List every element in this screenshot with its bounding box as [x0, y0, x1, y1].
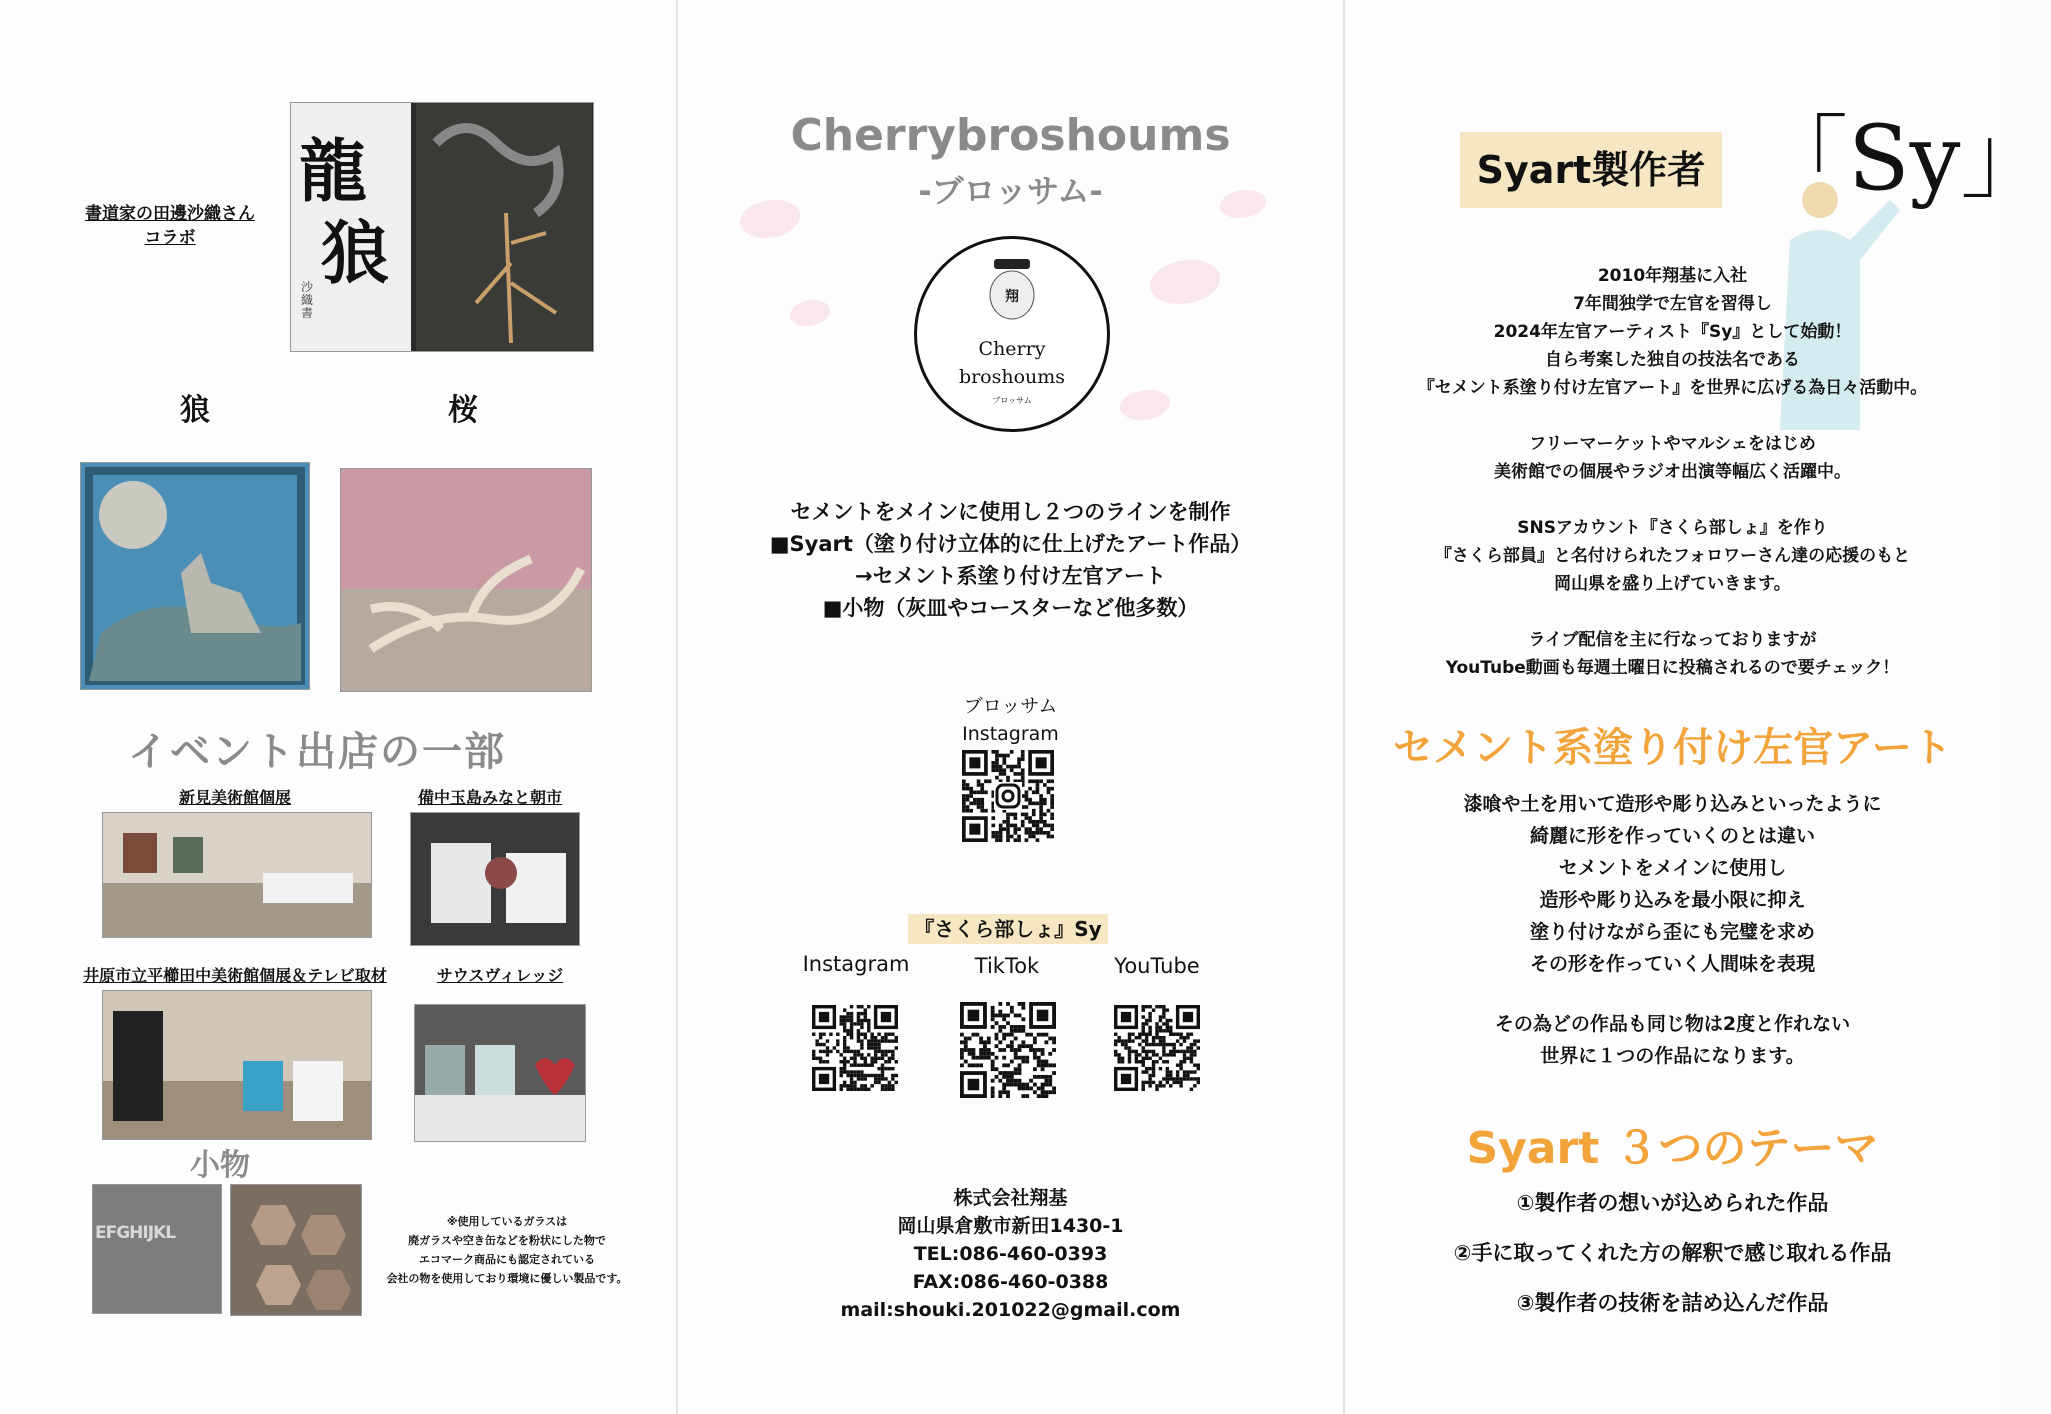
qr-label-youtube: YouTube [1114, 954, 1200, 978]
glass-note-line: エコマーク商品にも認定されている [419, 1253, 595, 1266]
bio-line: 『セメント系塗り付け左官アート』を世界に広げる為日々活動中。 [1417, 378, 1928, 398]
bio-line: 自ら考案した独自の技法名である [1545, 350, 1800, 370]
theme-item: ③製作者の技術を詰め込んだ作品 [1516, 1291, 1829, 1315]
event-photo-niimi [102, 812, 372, 938]
komono-heading: 小物 [190, 1148, 250, 1183]
desc-line: →セメント系塗り付け左官アート [855, 564, 1166, 588]
themes-list [1345, 1178, 2000, 1328]
logo-small: ブロッサム [992, 396, 1032, 405]
brand-title: Cherrybroshoums [790, 110, 1231, 161]
theme-item: ①製作者の想いが込められた作品 [1516, 1191, 1829, 1215]
glass-note [372, 1212, 642, 1288]
instagram-qr[interactable] [812, 1005, 898, 1091]
sakura-heading: 『さくら部しょ』Sy [908, 914, 1108, 944]
svg-text:翔: 翔 [1005, 289, 1019, 305]
art-desc-line: 世界に１つの作品になります。 [1540, 1045, 1805, 1067]
art-desc-line: 塗り付けながら歪にも完璧を求め [1529, 921, 1815, 943]
caption-wolf: 狼 [180, 393, 210, 428]
theme-item: ②手に取ってくれた方の解釈で感じ取れる作品 [1453, 1241, 1892, 1265]
themes-heading: Syart ３つのテーマ [1466, 1123, 1879, 1174]
bio-line: フリーマーケットやマルシェをはじめ [1529, 434, 1816, 454]
event-heading: イベント出店の一部 [128, 729, 506, 775]
art-desc-line: 造形や彫り込みを最小限に抑え [1539, 889, 1806, 911]
qr-label-instagram: Instagram [802, 952, 910, 976]
company-fax: FAX:086-460-0388 [912, 1271, 1109, 1293]
bio-line: YouTube動画も毎週土曜日に投稿されるので要チェック！ [1445, 658, 1900, 678]
center-description [678, 496, 1343, 624]
desc-line: ■Syart（塗り付け立体的に仕上げたアート作品） [769, 532, 1252, 556]
calligraphy-char-2: 狼 [321, 214, 390, 294]
bio-line: 美術館での個展やラジオ出演等幅広く活躍中。 [1494, 462, 1851, 482]
art-desc-line: 漆喰や土を用いて造形や彫り込みといったように [1463, 793, 1882, 815]
qr-label-tiktok: TikTok [974, 954, 1040, 978]
bio-line: 岡山県を盛り上げていきます。 [1554, 574, 1791, 594]
bio-line: 2024年左官アーティスト『Sy』として始動！ [1493, 322, 1852, 342]
art-desc-line: セメントをメインに使用し [1558, 857, 1787, 879]
bio-line: ライブ配信を主に行なっておりますが [1528, 630, 1817, 650]
event-label-niimi: 新見美術館個展 [178, 788, 291, 807]
sy-title: 「Sy」 [1758, 106, 2051, 211]
bio-line: SNSアカウント『さくら部しょ』を作り [1517, 518, 1828, 538]
event-label-ibara: 井原市立平櫛田中美術館個展＆テレビ取材 [83, 966, 387, 985]
brand-subtitle: -ブロッサム- [918, 172, 1103, 210]
qr-top-label-line-1: ブロッサム [963, 695, 1058, 717]
tiktok-qr[interactable] [960, 1002, 1056, 1098]
wolf-artwork-photo [80, 462, 310, 690]
youtube-qr[interactable] [1114, 1005, 1200, 1091]
logo-line-2: broshoums [958, 366, 1066, 388]
art-desc-line: その形を作っていく人間味を表現 [1529, 953, 1815, 975]
company-address: 岡山県倉敷市新田1430-1 [897, 1215, 1124, 1237]
art-description [1345, 788, 2000, 980]
desc-line: ■小物（灰皿やコースターなど他多数） [822, 596, 1199, 620]
bio-line: 7年間独学で左官を習得し [1573, 294, 1772, 314]
bio-line: 『さくら部員』と名付けられたフォロワーさん達の応援のもと [1434, 546, 1911, 566]
art-desc-line: その為どの作品も同じ物は2度と作れない [1494, 1013, 1851, 1035]
logo-line-1: Cherry [978, 338, 1046, 360]
coasters-komono-photo [230, 1184, 362, 1316]
bio-block-1 [1345, 262, 2000, 402]
event-photo-tamashima [410, 812, 580, 946]
calligraphy-collab-photo [290, 102, 594, 352]
calligraphy-signature: 沙織書 [301, 280, 314, 320]
glass-note-line: 会社の物を使用しており環境に優しい製品です。 [386, 1272, 628, 1285]
desc-line: セメントをメインに使用し２つのラインを制作 [790, 500, 1231, 524]
maker-label: Syart製作者 [1460, 132, 1722, 208]
event-label-south-village: サウスヴィレッジ [436, 966, 564, 985]
event-photo-ibara [102, 990, 372, 1140]
art-heading: セメント系塗り付け左官アート [1393, 725, 1952, 771]
company-mail[interactable]: mail:shouki.201022@gmail.com [840, 1299, 1181, 1321]
company-name: 株式会社翔基 [953, 1187, 1068, 1209]
art-description-2 [1345, 1008, 2000, 1072]
qr-top-label [678, 692, 1343, 748]
company-info [678, 1184, 1343, 1324]
company-tel: TEL:086-460-0393 [913, 1243, 1108, 1265]
dragon-sculpture [416, 103, 592, 351]
bio-block-2 [1345, 430, 2000, 486]
qr-top-label-line-2: Instagram [962, 723, 1059, 745]
caption-sakura: 桜 [448, 393, 478, 428]
bio-block-4 [1345, 626, 2000, 682]
event-label-tamashima: 備中玉島みなと朝市 [417, 788, 562, 807]
event-photo-south-village [414, 1004, 586, 1142]
jar-mascot-icon [982, 255, 1042, 325]
collab-caption [60, 202, 280, 250]
blossom-instagram-qr[interactable] [962, 750, 1054, 842]
collab-line-2: コラボ [144, 228, 196, 248]
bio-block-3 [1345, 514, 2000, 598]
letters-komono-photo [92, 1184, 222, 1314]
collab-line-1: 書道家の田邊沙織さん [85, 204, 255, 224]
bio-line: 2010年翔基に入社 [1597, 266, 1748, 286]
glass-note-line: ※使用しているガラスは [446, 1215, 568, 1228]
letters-art-text: EFGHIJKL [95, 1223, 176, 1243]
sakura-artwork-photo [340, 468, 592, 692]
art-desc-line: 綺麗に形を作っていくのとは違い [1529, 825, 1815, 847]
glass-note-line: 廃ガラスや空き缶などを粉状にした物で [408, 1234, 606, 1247]
calligraphy-char-1: 龍 [299, 132, 368, 212]
brand-logo [914, 236, 1110, 432]
